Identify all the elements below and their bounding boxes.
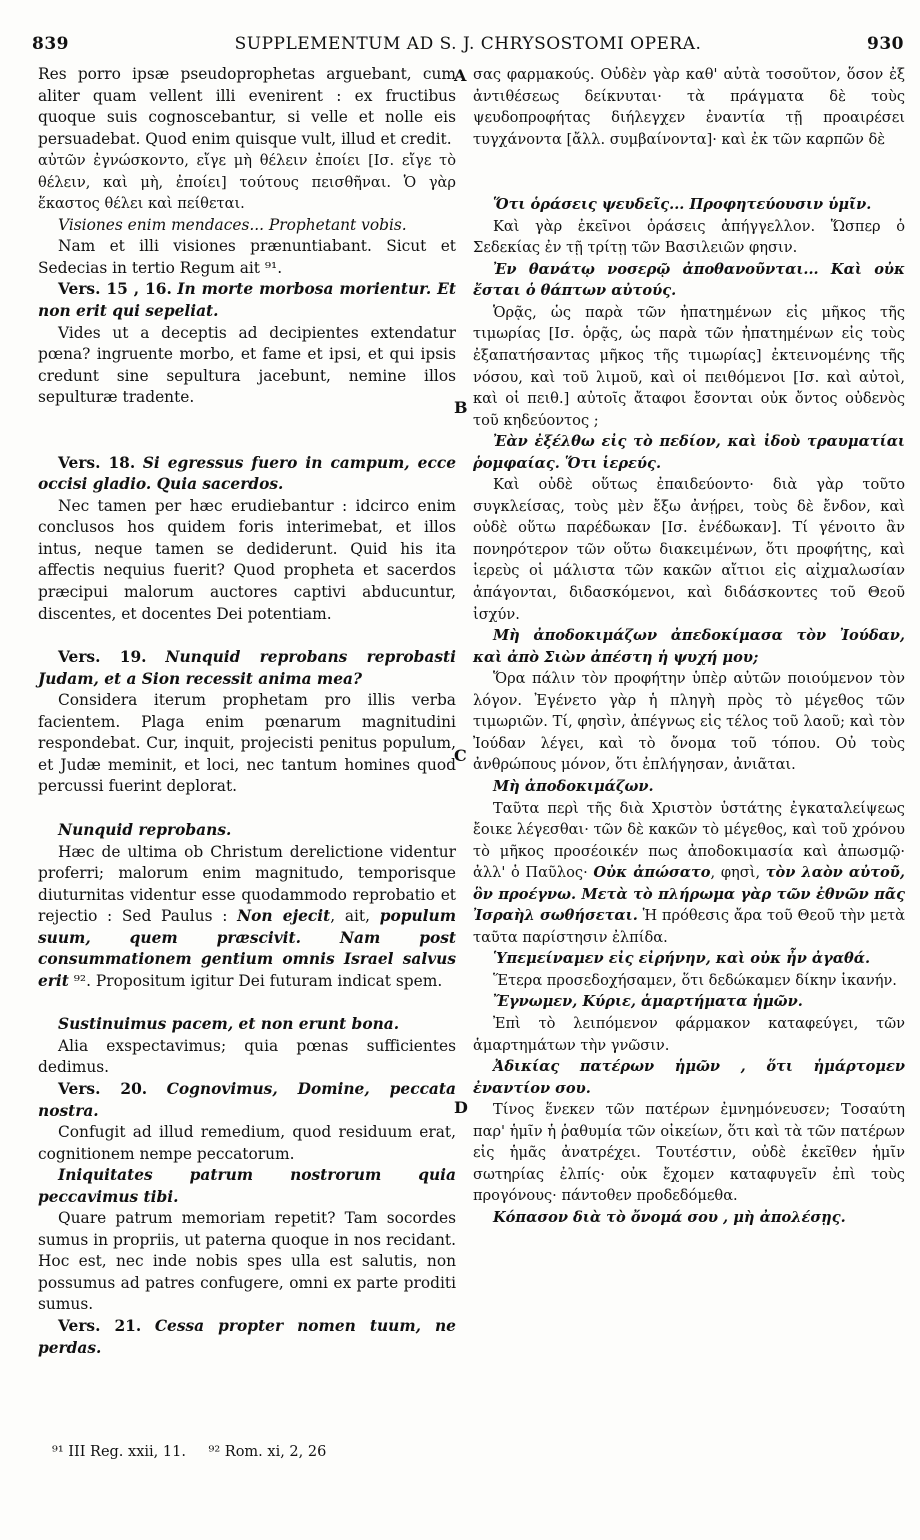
footnote: ⁹² Rom. xi, 2, 26: [208, 1444, 327, 1460]
greek-paragraph: Ἐπὶ τὸ λειπόμενον φάρμακον καταφεύγει, τῶν ἁμαρτημάτων τὴν γνῶσιν.: [473, 1014, 905, 1054]
verse-text: Cessa propter nomen tuum, ne perdas.: [38, 1316, 456, 1357]
running-header: [32, 34, 904, 58]
section-marker-b: B: [454, 398, 468, 417]
page-number-left: 839: [32, 34, 69, 54]
lemma: Nunquid reprobans.: [58, 820, 232, 839]
latin-column: [38, 64, 456, 1359]
latin-paragraph: Res porro ipsæ pseudoprophetas arguebant, cum aliter quam vellent illi evenirent : ex fructibus quoque suis cognoscebantur, si velle et nolle eis persuadebat. Quod enim quisque vult, illud et credit.: [38, 65, 456, 148]
greek-column: [473, 64, 905, 1228]
lemma: Sustinuimus pacem, et non erunt bona.: [58, 1015, 400, 1034]
greek-paragraph: Ἕτερα προσεδοχήσαμεν, ὅτι δεδώκαμεν δίκην ἱκανήν.: [493, 971, 897, 989]
latin-paragraph: Alia exspectavimus; quia pœnas sufficientes dedimus.: [38, 1036, 456, 1077]
verse-heading: [38, 1079, 456, 1122]
lemma: Ἐὰν ἐξέλθω εἰς τὸ πεδίον, καὶ ἰδοὺ τραυματίαι ῥομφαίας. Ὅτι ἱερεύς.: [473, 433, 905, 472]
verse-label: Vers. 19.: [58, 648, 147, 667]
latin-paragraph: Quare patrum memoriam repetit? Tam socordes sumus in propriis, ut paterna quoque in nos recidant. Hoc est, nec inde nobis spes ulla est salutis, non possumus ad patres confugere, omni ex parte proditi sumus.: [38, 1209, 456, 1314]
greek-overflow-paragraph: αὐτῶν ἐγνώσκοντο, εἴγε μὴ θέλειν ἐποίει [Ισ. εἴγε τὸ θέλειν, καὶ μὴ, ἐποίει] τούτους πεισθῆναι. Ὁ γὰρ ἕκαστος θέλει καὶ πείθεται.: [38, 152, 456, 213]
verse-label: Vers. 18.: [58, 453, 136, 472]
verse-heading: [38, 647, 456, 690]
verse-text: Cognovimus, Domine, peccata nostra.: [38, 1079, 456, 1120]
verse-text: Si egressus fuero in campum, ecce occisi gladio. Quia sacerdos.: [38, 453, 456, 494]
latin-paragraph: Hæc de ultima ob Christum derelictione videntur proferri; malorum enim magnitudo, temporisque diuturnitas videntur esse quodammodo reprobatio et rejectio : Sed Paulus : Non ejecit, ait, populum suum, quem præscivit. Nam post consummationem gentium omnis Israel salvus erit ⁹². Propositum igitur Dei futuram indicat spem.: [38, 842, 456, 990]
latin-paragraph: Nec tamen per hæc erudiebantur : idcirco enim conclusos hos quidem foris interimebat, et illos intus, neque tamen se dediderunt. Quid his ita affectis nequius fuerit? Quod propheta et sacerdos præcipui malorum auctores captivi abducuntur, discentes, et docentes Dei potentiam.: [38, 496, 456, 623]
verse-label: Vers. 15 , 16.: [58, 280, 172, 299]
lemma: Ὑπεμείναμεν εἰς εἰρήνην, καὶ οὐκ ἦν ἀγαθά.: [493, 950, 871, 968]
lemma: Visiones enim mendaces... Prophetant vobis.: [58, 215, 407, 234]
lemma: Ὅτι ὁράσεις ψευδεῖς... Προφητεύουσιν ὑμῖν.: [493, 196, 872, 214]
latin-paragraph: Nam et illi visiones prænuntiabant. Sicut et Sedecias in tertio Regum ait ⁹¹.: [38, 237, 456, 277]
lemma: Iniquitates patrum nostrorum quia peccavimus tibi.: [38, 1166, 456, 1206]
verse-text: Nunquid reprobans reprobasti Judam, et a Sion recessit anima mea?: [38, 648, 456, 688]
greek-paragraph: Τίνος ἕνεκεν τῶν πατέρων ἐμνημόνευσεν; Τοσαύτη παρ' ἡμῖν ἡ ῥαθυμία τῶν οἰκείων, ὅτι καὶ τὰ τῶν πατέρων εἰς ἡμᾶς ἀνατρέχει. Τουτέστιν, οὐδὲ ἐκεῖθεν ἡμῖν σωτηρίας ἐλπίς· οὐκ ἔχομεν καταφυγεῖν ἐπὶ τοὺς προγόνους· πάντοθεν προδεδόμεθα.: [473, 1101, 905, 1205]
section-marker-c: C: [454, 746, 467, 765]
running-title: SUPPLEMENTUM AD S. J. CHRYSOSTOMI OPERA.: [234, 34, 702, 54]
footnotes: [52, 1444, 452, 1460]
lemma: Ἔγνωμεν, Κύριε, ἁμαρτήματα ἡμῶν.: [493, 993, 803, 1011]
section-marker-a: A: [454, 66, 467, 85]
lemma: Μὴ ἀποδοκιμάζων.: [493, 777, 654, 795]
latin-paragraph: Vides ut a deceptis ad decipientes extendatur pœna? ingruente morbo, et fame et ipsi, et qui ipsis credunt sine sepultura jacebunt, nemine illos sepulturæ tradente.: [38, 323, 456, 407]
lemma: Κόπασον διὰ τὸ ὄνομά σου , μὴ ἀπολέσῃς.: [493, 1208, 846, 1226]
verse-heading: [38, 453, 456, 496]
verse-heading: [38, 279, 456, 322]
greek-paragraph: Καὶ οὐδὲ οὕτως ἐπαιδεύοντο· διὰ γὰρ τοῦτο συγκλείσας, τοὺς μὲν ἔξω ἀνῄρει, τοὺς δὲ ἔνδον, καὶ οὐδὲ οὕτω παρέδωκαν [Ισ. ἐνέδωκαν]. Τί γένοιτο ἂν πονηρότερον τῶν οὕτω διακειμένων, ὅτι προφήτης, καὶ ἱερεὺς οἱ μάλιστα τῶν κακῶν αἴτιοι εἰς αἰχμαλωσίαν ἀπάγονται, διδασκόμενοι, καὶ διδάσκοντες τοῦ Θεοῦ ἰσχύν.: [473, 476, 905, 623]
verse-label: Vers. 20.: [58, 1079, 148, 1098]
greek-paragraph: σας φαρμακούς. Οὐδὲν γὰρ καθ' αὐτὰ τοσοῦτον, ὅσον ἐξ ἀντιθέσεως δείκνυται· τὰ πράγματα δὲ τοὺς ψευδοπροφήτας διήλεγχεν ἐναντία τῇ προαιρέσει τυγχάνοντα [ἄλλ. συμβαίνοντα]· καὶ ἐκ τῶν καρπῶν δὲ: [473, 66, 905, 148]
greek-paragraph: Ὅρα πάλιν τὸν προφήτην ὑπὲρ αὐτῶν ποιούμενον τὸν λόγον. Ἐγένετο γὰρ ἡ πληγὴ πρὸς τὸ μέγεθος τῶν τιμωριῶν. Τί, φησὶν, ἀπέγνως εἰς τέλος τοῦ λαοῦ; καὶ τὸν Ἰούδαν λέγει, καὶ τὸ ὄνομα τοῦ τόπου. Οὐ τοὺς ἀνθρώπους μόνον, ὅτι ἐπλήγησαν, ἀνιᾶται.: [473, 670, 905, 774]
page-number-right: 930: [867, 34, 904, 54]
greek-paragraph: Ταῦτα περὶ τῆς διὰ Χριστὸν ὑστάτης ἐγκαταλείψεως ἔοικε λέγεσθαι· τῶν δὲ κακῶν τὸ μέγεθος, καὶ τοῦ χρόνου τὸ μῆκος προσέοικέν πως ἀποδοκιμασία καὶ ἀπωσμῷ· ἀλλ' ὁ Παῦλος· Οὐκ ἀπώσατο, φησὶ, τὸν λαὸν αὐτοῦ, ὃν προέγνω. Μετὰ τὸ πλήρωμα γὰρ τῶν ἐθνῶν πᾶς Ἰσραὴλ σωθήσεται. Ἡ πρόθεσις ἄρα τοῦ Θεοῦ τὴν μετὰ ταῦτα παρίστησιν ἐλπίδα.: [473, 799, 905, 946]
latin-paragraph: Considera iterum prophetam pro illis verba facientem. Plaga enim pœnarum magnitudini respondebat. Cur, inquit, projecisti penitus populum, et Judæ meminit, et loci, nec tantum homines quod percussi fuerint deplorat.: [38, 691, 456, 796]
lemma: Ἐν θανάτῳ νοσερῷ ἀποθανοῦνται... Καὶ οὐκ ἔσται ὁ θάπτων αὐτούς.: [473, 260, 905, 300]
greek-paragraph: Ὁρᾷς, ὡς παρὰ τῶν ἠπατημένων εἰς μῆκος τῆς τιμωρίας [Ισ. ὁρᾷς, ὡς παρὰ τῶν ἠπατημένων εἰς τοὺς ἐξαπατήσαντας μῆκος τῆς τιμωρίας] ἐκτεινομένης τῆς νόσου, καὶ τοῦ λιμοῦ, καὶ οἱ πειθόμενοι [Ισ. καὶ αὐτοὶ, καὶ οἱ πειθ.] αὐτοῖς ἄταφοι ἔσονται οὐκ ὄντος οὐδενὸς τοῦ κηδεύοντος ;: [473, 303, 905, 429]
greek-paragraph: Καὶ γὰρ ἐκεῖνοι ὁράσεις ἀπήγγελλον. Ὥσπερ ὁ Σεδεκίας ἐν τῇ τρίτῃ τῶν Βασιλειῶν φησιν.: [473, 217, 905, 257]
footnote: ⁹¹ III Reg. xxii, 11.: [52, 1444, 186, 1460]
section-marker-d: D: [454, 1098, 468, 1117]
verse-text: In morte morbosa morientur. Et non erit qui sepeliat.: [38, 280, 456, 321]
verse-label: Vers. 21.: [58, 1316, 142, 1335]
lemma: Ἀδικίας πατέρων ἡμῶν , ὅτι ἡμάρτομεν ἐναντίον σου.: [473, 1058, 905, 1097]
verse-heading: [38, 1316, 456, 1359]
latin-paragraph: Confugit ad illud remedium, quod residuum erat, cognitionem nempe peccatorum.: [38, 1123, 456, 1163]
lemma: Μὴ ἀποδοκιμάζων ἀπεδοκίμασα τὸν Ἰούδαν, καὶ ἀπὸ Σιὼν ἀπέστη ἡ ψυχή μου;: [473, 627, 905, 666]
